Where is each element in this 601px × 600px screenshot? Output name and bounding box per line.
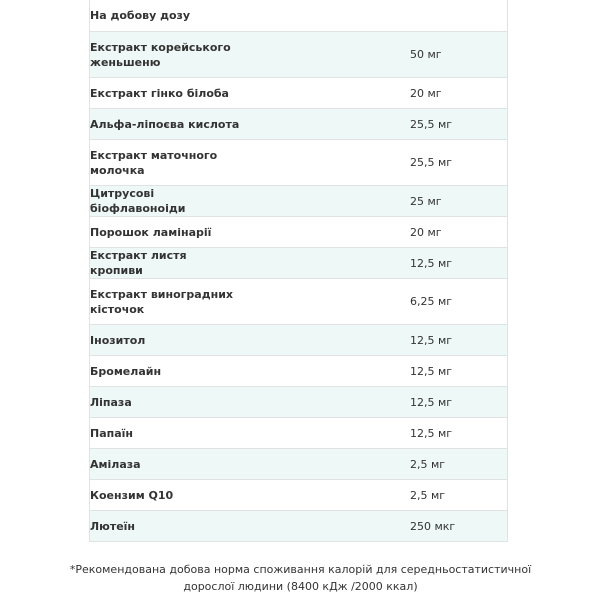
supplement-facts-panel [89,0,508,542]
nutrient-dose: 2,5 мг [410,480,507,511]
nutrient-dose: 250 мкг [410,511,507,542]
footnote-line-1: *Рекомендована добова норма споживання калорій для середньостатистичної [69,563,532,576]
nutrient-dose: 25,5 мг [410,140,507,186]
table-row [90,511,507,542]
nutrient-name: Амілаза [90,457,141,471]
nutrient-name: Лютеїн [90,519,136,533]
nutrient-dose: 25,5 мг [410,109,507,140]
nutrient-name: Екстракт маточного молочка [90,148,218,177]
dose-column-header: На добову дозу [90,0,507,32]
table-header-row [90,0,507,32]
nutrient-dose: 6,25 мг [410,279,507,325]
table-row [90,325,507,356]
table-row [90,387,507,418]
table-row [90,418,507,449]
nutrient-dose: 25 мг [410,186,507,217]
nutrient-dose: 12,5 мг [410,387,507,418]
footnote [0,561,601,595]
nutrient-name: Бромелайн [90,364,162,378]
nutrient-name: Альфа-ліпоєва кислота [90,117,240,131]
nutrient-dose: 20 мг [410,78,507,109]
nutrient-name: Коензим Q10 [90,488,174,502]
table-row [90,140,507,186]
table-row [90,109,507,140]
nutrient-name: Екстракт гінко білоба [90,86,229,100]
nutrient-dose: 12,5 мг [410,248,507,279]
nutrient-name: Цитрусові біофлавоноіди [90,187,186,215]
table-row [90,480,507,511]
nutrient-dose: 2,5 мг [410,449,507,480]
nutrient-table [90,0,507,542]
footnote-line-2: дорослої людини (8400 кДж /2000 ккал) [183,580,418,593]
nutrient-name: Екстракт виноградних кісточок [90,287,233,316]
table-row [90,78,507,109]
nutrient-dose: 50 мг [410,32,507,78]
nutrient-name: Інозитол [90,333,146,347]
table-row [90,279,507,325]
nutrient-dose: 12,5 мг [410,356,507,387]
table-row [90,248,507,279]
nutrient-dose: 12,5 мг [410,418,507,449]
table-row [90,356,507,387]
nutrient-name: Ліпаза [90,395,132,409]
table-row [90,186,507,217]
nutrient-name: Екстракт корейського женьшеню [90,40,231,69]
nutrient-name: Порошок ламінарії [90,225,212,239]
table-row [90,32,507,78]
nutrient-name: Екстракт листя кропиви [90,249,187,277]
table-row [90,449,507,480]
nutrient-name: Папаїн [90,426,134,440]
table-row [90,217,507,248]
nutrient-dose: 20 мг [410,217,507,248]
nutrient-dose: 12,5 мг [410,325,507,356]
